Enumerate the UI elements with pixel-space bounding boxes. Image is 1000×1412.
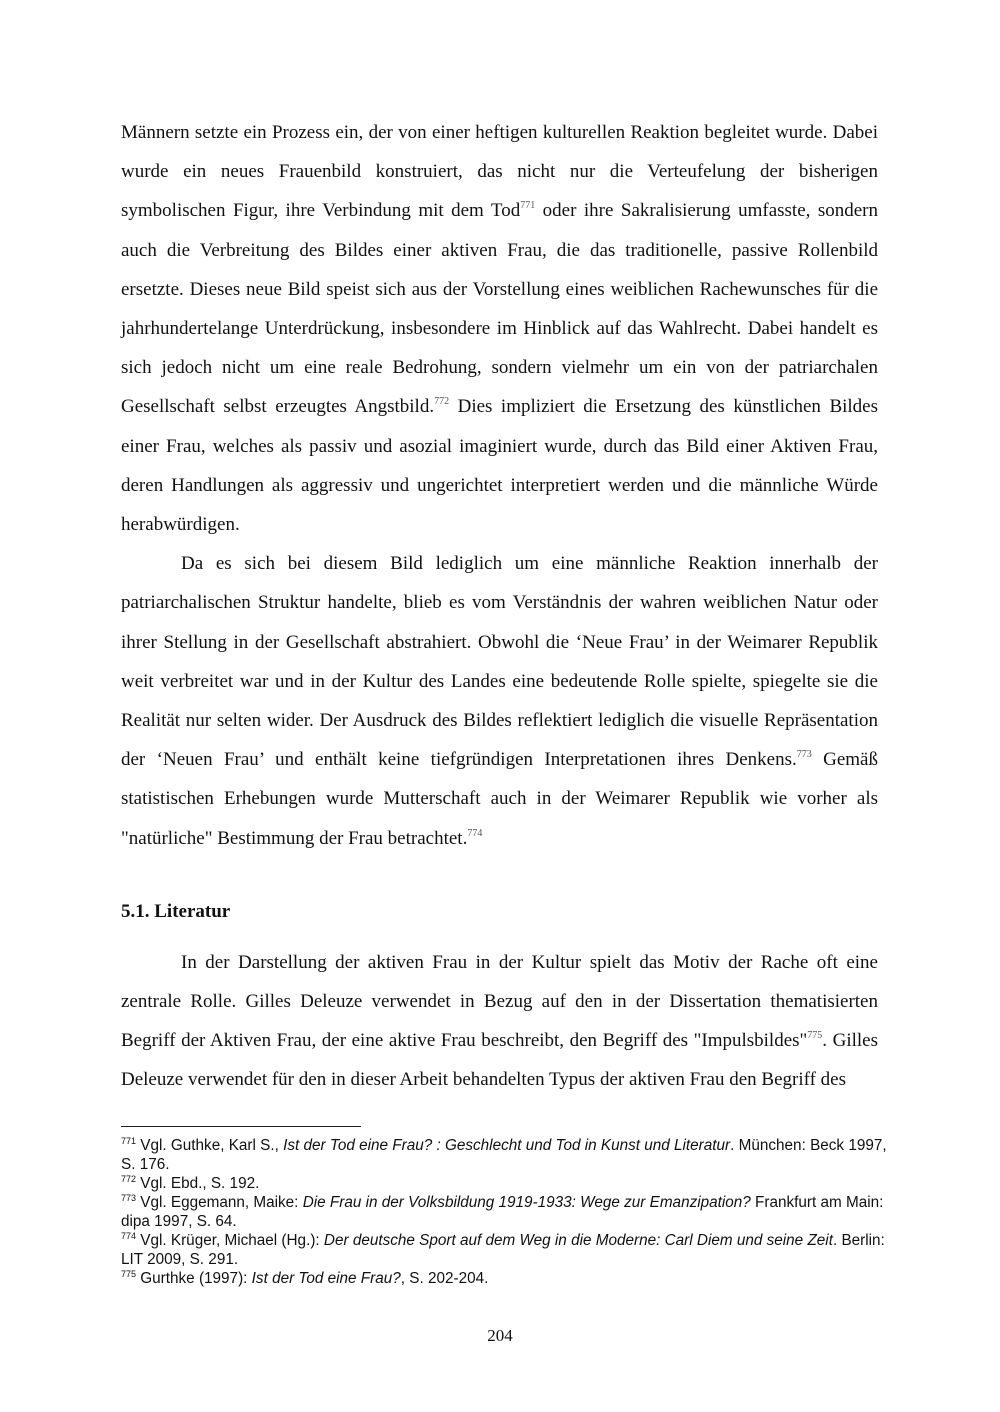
footnote-title: Ist der Tod eine Frau? — [251, 1270, 401, 1287]
paragraph-text: . Gilles Deleuze verwendet für den in dieser Arbeit behandelten Typus der aktiven Frau den Begriff des — [121, 1030, 879, 1091]
paragraph-1 — [121, 113, 878, 544]
footnote-text: , S. 202-204. — [400, 1270, 489, 1287]
paragraph-text: oder ihre Sakralisierung umfasste, sondern auch die Verbreitung des Bildes einer aktiven Frau, die das traditionelle, passive Rollenbild ersetzte. Dieses neue Bild speist sich aus der Vorstellung eines weiblichen Rachewunsches für die jahrhundertelange Unterdrückung, insbesondere im Hinblick auf das Wahlrecht. Dabei handelt es sich jedoch nicht um eine reale Bedrohung, sondern vielmehr um ein von der patriarchalen Gesellschaft selbst erzeugtes Angstbild. — [121, 200, 878, 418]
footnote-text: . Berlin: LIT 2009, S. 291. — [121, 1232, 885, 1268]
paragraph-text: In der Darstellung der aktiven Frau in der Kultur spielt das Motiv der Rache oft eine zentrale Rolle. Gilles Deleuze verwendet in Bezug auf den in der Dissertation thematisierten Begriff der Aktiven Frau, der eine aktive Frau beschreibt, den Begriff des "Impulsbildes" — [121, 951, 878, 1052]
footnote-ref-772[interactable]: 772 — [434, 396, 450, 408]
footnote-separator — [121, 1126, 361, 1127]
footnote-text: Vgl. Ebd., S. 192. — [136, 1175, 260, 1192]
paragraph-text: Da es sich bei diesem Bild lediglich um eine männliche Reaktion innerhalb der patriarchalischen Struktur handelte, blieb es vom Verständnis der wahren weiblichen Natur oder ihrer Stellung in der Gesellschaft abstrahiert. Obwohl die ‘Neue Frau’ in der Weimarer Republik weit verbreitet war und in der Kultur des Landes eine bedeutende Rolle spielte, spiegelte sie die Realität nur selten wider. Der Ausdruck des Bildes reflektiert lediglich die visuelle Repräsentation der ‘Neuen Frau’ und enthält keine tiefgründigen Interpretationen ihres Denkens. — [121, 553, 878, 771]
footnote-text: Gurthke (1997): — [136, 1270, 252, 1287]
paragraph-3 — [121, 943, 878, 1100]
footnote-771 — [121, 1136, 891, 1174]
page-number: 204 — [487, 1326, 513, 1345]
footnote-ref-774[interactable]: 774 — [467, 827, 483, 839]
footnote-number: 775 — [121, 1269, 137, 1279]
footnotes — [121, 1136, 891, 1288]
footnote-772 — [121, 1174, 891, 1193]
paragraph-text: Dies impliziert die Ersetzung des künstlichen Bildes einer Frau, welches als passiv und asozial imaginiert wurde, durch das Bild einer Aktiven Frau, deren Handlungen als aggressiv und ungerichtet interpretiert werden und die männliche Würde herabwürdigen. — [121, 396, 878, 536]
footnote-title: Die Frau in der Volksbildung 1919-1933: Wege zur Emanzipation? — [302, 1194, 751, 1211]
footnote-773 — [121, 1193, 891, 1231]
footnote-ref-771[interactable]: 771 — [520, 200, 536, 212]
footnote-number: 772 — [121, 1174, 137, 1184]
footnote-number: 771 — [121, 1136, 137, 1146]
footnote-775 — [121, 1269, 891, 1288]
paragraph-text: Gemäß statistischen Erhebungen wurde Mutterschaft auch in der Weimarer Republik wie vorher als "natürliche" Bestimmung der Frau betrachtet. — [121, 749, 878, 849]
footnote-number: 774 — [121, 1231, 137, 1241]
footnote-ref-773[interactable]: 773 — [796, 749, 812, 761]
footnote-text: Vgl. Eggemann, Maike: — [136, 1194, 303, 1211]
footnote-text: Vgl. Krüger, Michael (Hg.): — [136, 1232, 324, 1249]
footnote-text: Frankfurt am Main: dipa 1997, S. 64. — [121, 1194, 884, 1230]
main-text — [121, 113, 878, 1100]
footnote-title: Ist der Tod eine Frau? : Geschlecht und Tod in Kunst und Literatur — [283, 1137, 731, 1154]
footnote-number: 773 — [121, 1193, 137, 1203]
footnote-title: Der deutsche Sport auf dem Weg in die Moderne: Carl Diem und seine Zeit — [323, 1232, 833, 1249]
footnote-774 — [121, 1231, 891, 1269]
footnote-text: . München: Beck 1997, S. 176. — [121, 1137, 887, 1173]
section-heading: 5.1. Literatur — [121, 900, 231, 922]
paragraph-2 — [121, 544, 878, 858]
footnote-ref-775[interactable]: 775 — [807, 1030, 823, 1042]
footnote-text: Vgl. Guthke, Karl S., — [136, 1137, 284, 1154]
paragraph-text: Männern setzte ein Prozess ein, der von einer heftigen kulturellen Reaktion begleitet wurde. Dabei wurde ein neues Frauenbild konstruiert, das nicht nur die Verteufelung der bisherigen symbolischen Figur, ihre Verbindung mit dem Tod — [121, 122, 878, 222]
